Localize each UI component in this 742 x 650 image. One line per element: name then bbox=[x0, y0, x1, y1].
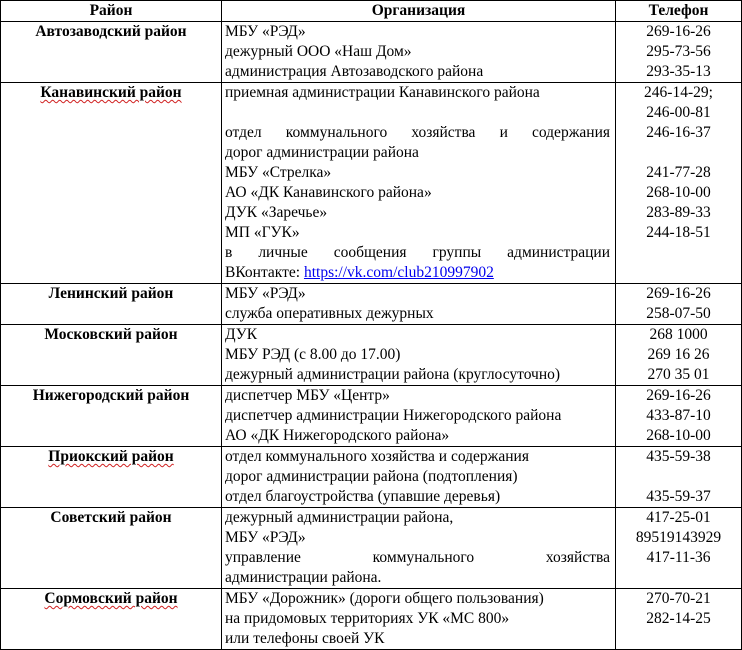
organization-line: диспетчер администрации Нижегородского района bbox=[225, 407, 562, 424]
phone-number: 270-70-21 bbox=[646, 590, 711, 607]
phone-cell bbox=[616, 508, 742, 589]
phone-number: 417-11-36 bbox=[646, 549, 711, 566]
phone-number: 435-59-37 bbox=[646, 488, 711, 505]
vk-label: ВКонтакте: bbox=[225, 264, 304, 281]
phone-number: 268 1000 bbox=[649, 326, 708, 343]
organization-cell bbox=[222, 325, 616, 386]
phone-number: 269-16-26 bbox=[646, 285, 711, 302]
table-row bbox=[1, 508, 742, 589]
organization-line: отдел благоустройства (упавшие деревья) bbox=[225, 488, 501, 505]
phone-cell bbox=[616, 447, 742, 508]
district-name bbox=[1, 447, 222, 508]
phone-number: 269-16-26 bbox=[646, 387, 711, 404]
organization-cell bbox=[222, 589, 616, 650]
district-name bbox=[1, 83, 222, 284]
phone-number: 241-77-28 bbox=[646, 164, 711, 181]
organization-line: администрации района. bbox=[225, 569, 382, 586]
phone-number: 433-87-10 bbox=[646, 407, 711, 424]
organization-line-empty bbox=[225, 103, 610, 123]
organization-line: ДУК bbox=[225, 326, 258, 343]
district-name: Ленинский район bbox=[1, 284, 222, 325]
organization-line: МП «ГУК» bbox=[225, 224, 300, 241]
organization-cell bbox=[222, 508, 616, 589]
table-row bbox=[1, 386, 742, 447]
district-name-text: Сормовский район bbox=[44, 590, 178, 607]
organization-line: дежурный администрации района, bbox=[225, 509, 454, 526]
organization-line: на придомовых территориях УК «МС 800» bbox=[225, 610, 510, 627]
phone-number: 246-14-29; bbox=[644, 84, 713, 101]
organization-line: МБУ «РЭД» bbox=[225, 23, 306, 40]
phone-number: 268-10-00 bbox=[646, 427, 711, 444]
phone-number: 246-16-37 bbox=[646, 124, 711, 141]
district-name: Автозаводский район bbox=[1, 22, 222, 83]
organization-line: АО «ДК Канавинского района» bbox=[225, 184, 432, 201]
phone-number: 244-18-51 bbox=[646, 224, 711, 241]
district-name: Московский район bbox=[1, 325, 222, 386]
organization-line: ДУК «Заречье» bbox=[225, 204, 328, 221]
table-row bbox=[1, 284, 742, 325]
district-name-text: Приокский район bbox=[48, 448, 174, 465]
organization-line: дорог администрации района bbox=[225, 144, 419, 161]
phone-number: 282-14-25 bbox=[646, 610, 711, 627]
organization-line: дежурный администрации района (круглосуточно) bbox=[225, 366, 561, 383]
organization-line: МБУ «Дорожник» (дороги общего пользования) bbox=[225, 590, 544, 607]
phone-cell bbox=[616, 325, 742, 386]
organization-line: дежурный ООО «Наш Дом» bbox=[225, 43, 412, 60]
table-row bbox=[1, 589, 742, 650]
organization-line: МБУ «Стрелка» bbox=[225, 164, 332, 181]
vk-group-link[interactable]: https://vk.com/club210997902 bbox=[303, 264, 494, 281]
district-name: Советский район bbox=[1, 508, 222, 589]
phone-cell bbox=[616, 589, 742, 650]
organization-line: дорог администрации района (подтопления) bbox=[225, 468, 518, 485]
organization-cell bbox=[222, 386, 616, 447]
organization-line: управление коммунального хозяйства bbox=[225, 549, 610, 566]
organization-cell bbox=[222, 83, 616, 284]
phone-number: 417-25-01 bbox=[646, 509, 711, 526]
organization-line: АО «ДК Нижегородского района» bbox=[225, 427, 450, 444]
phone-number: 270 35 01 bbox=[647, 366, 710, 383]
phone-number-empty bbox=[618, 143, 739, 163]
table-row bbox=[1, 325, 742, 386]
organization-line: администрация Автозаводского района bbox=[225, 63, 484, 80]
phone-cell bbox=[616, 83, 742, 284]
organization-line: в личные сообщения группы администрации bbox=[225, 244, 610, 261]
phone-number: 269-16-26 bbox=[646, 23, 711, 40]
organization-cell bbox=[222, 22, 616, 83]
table-row bbox=[1, 447, 742, 508]
phone-cell bbox=[616, 386, 742, 447]
phone-number: 295-73-56 bbox=[646, 43, 711, 60]
phone-number: 258-07-50 bbox=[646, 305, 711, 322]
organization-line: приемная администрации Канавинского района bbox=[225, 84, 540, 101]
organization-line: диспетчер МБУ «Центр» bbox=[225, 387, 390, 404]
organization-line: МБУ «РЭД» bbox=[225, 529, 306, 546]
district-name-text: Канавинский район bbox=[40, 84, 182, 101]
organization-line: отдел коммунального хозяйства и содержания bbox=[225, 124, 610, 141]
organization-line: МБУ РЭД (с 8.00 до 17.00) bbox=[225, 346, 401, 363]
phone-cell bbox=[616, 22, 742, 83]
header-district: Район bbox=[1, 1, 222, 22]
district-name bbox=[1, 589, 222, 650]
district-name: Нижегородский район bbox=[1, 386, 222, 447]
organization-line: или телефоны своей УК bbox=[225, 630, 385, 647]
header-phone: Телефон bbox=[616, 1, 742, 22]
phone-number: 246-00-81 bbox=[646, 104, 711, 121]
phone-number: 89519143929 bbox=[635, 529, 722, 546]
phone-number: 269 16 26 bbox=[647, 346, 710, 363]
table-header-row bbox=[1, 1, 742, 22]
phone-number-empty bbox=[618, 467, 739, 487]
organization-cell bbox=[222, 284, 616, 325]
header-organization: Организация bbox=[222, 1, 616, 22]
organization-line: МБУ «РЭД» bbox=[225, 285, 306, 302]
phone-number: 268-10-00 bbox=[646, 184, 711, 201]
table-row bbox=[1, 83, 742, 284]
table-row bbox=[1, 22, 742, 83]
phone-number: 283-89-33 bbox=[646, 204, 711, 221]
phone-cell bbox=[616, 284, 742, 325]
organization-line: служба оперативных дежурных bbox=[225, 305, 434, 322]
organization-line bbox=[225, 263, 610, 283]
phone-number: 435-59-38 bbox=[646, 448, 711, 465]
phone-number: 293-35-13 bbox=[646, 63, 711, 80]
organization-line: отдел коммунального хозяйства и содержания bbox=[225, 448, 529, 465]
organization-cell bbox=[222, 447, 616, 508]
